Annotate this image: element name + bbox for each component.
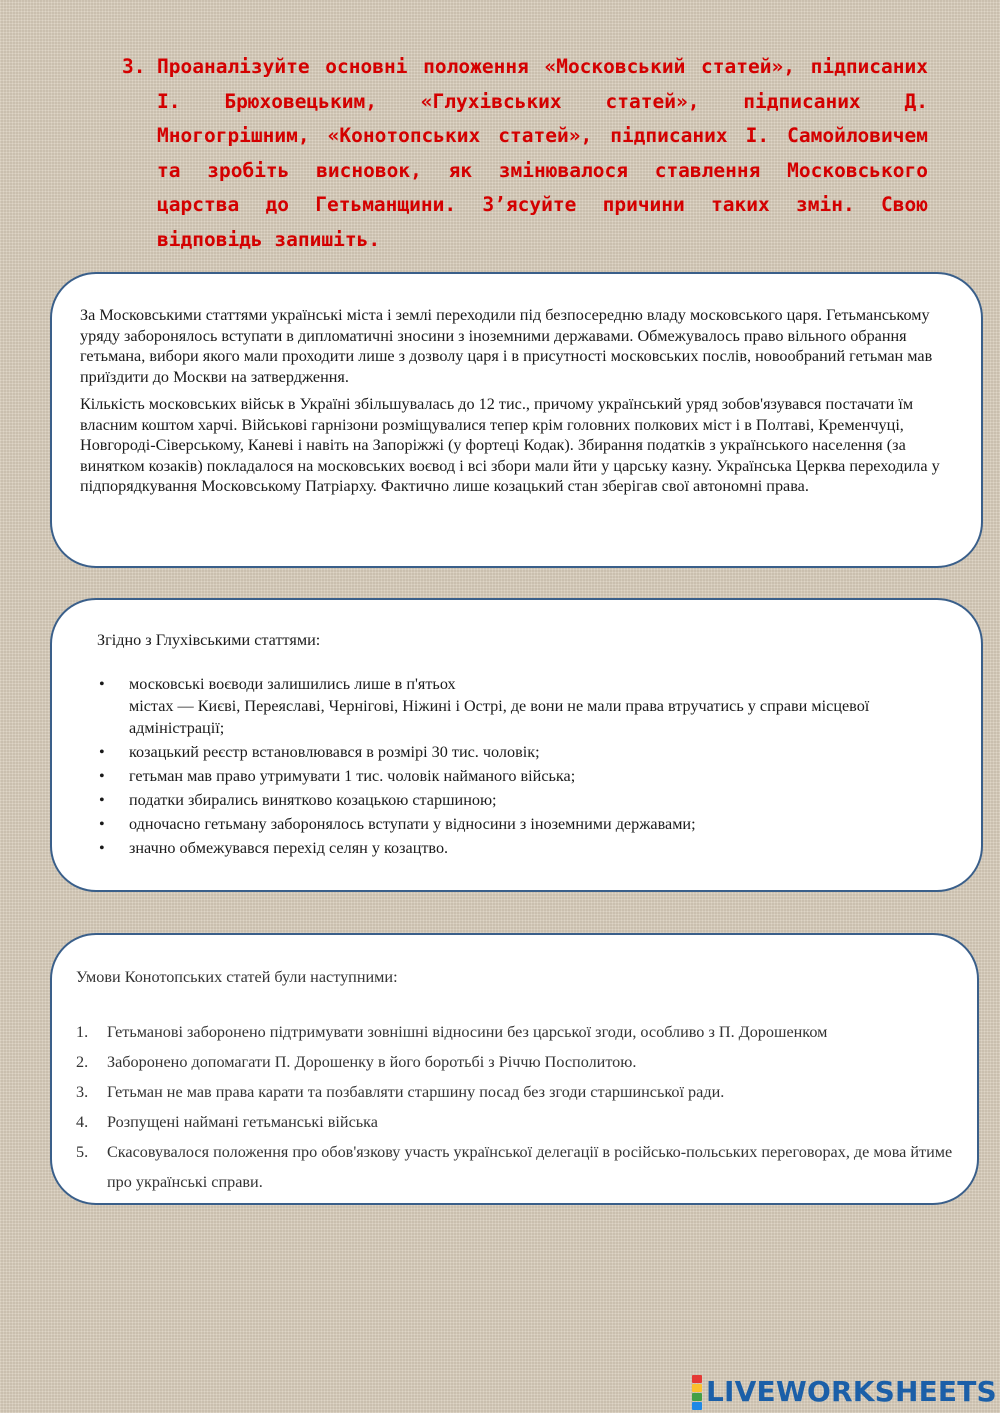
list-item — [97, 741, 961, 763]
list-item-text: Розпущені наймані гетьманські війська — [107, 1113, 378, 1131]
konotop-articles-box — [50, 933, 979, 1205]
list-item — [97, 789, 961, 811]
moscow-paragraph-2: Кількість московських військ в Україні збільшувалась до 12 тис., причому український уряд зобов'язувався постачати їм власним коштом харчі. Військові гарнізони розміщувалися тепер крім головних полкових міст і в Полтаві, Кременчуці, Новгороді-Сіверському, Каневі і навіть на Запоріжжі (у фортеці Кодак). Збирання податків з українського населення (за винятком козаків) покладалося на московських воєвод і всі збори мали йти у царську казну. Українська Церква переходила у підпорядкування Московському Патріарху. Фактично лише козацький стан зберігав свої автономні права. — [80, 395, 940, 495]
list-item — [76, 1077, 957, 1107]
list-item-text: Заборонено допомагати П. Дорошенку в його боротьбі з Річчю Посполитою. — [107, 1053, 637, 1071]
list-item-text: значно обмежувався перехід селян у козацтво. — [129, 839, 449, 857]
list-item — [76, 1107, 957, 1137]
list-item — [76, 1137, 957, 1197]
liveworksheets-logo-text: LIVEWORKSHEETS — [706, 1375, 997, 1408]
bullet-icon: • — [99, 815, 105, 833]
list-item-text: податки збирались винятково козацькою старшиною; — [129, 791, 497, 809]
list-item-text: Гетьман не мав права карати та позбавляти старшину посад без згоди старшинської ради. — [107, 1083, 725, 1101]
moscow-articles-box — [50, 272, 983, 568]
list-item — [97, 837, 961, 859]
konotop-heading: Умови Конотопських статей були наступними: — [76, 968, 398, 986]
task-number: 3. — [122, 55, 146, 78]
list-item — [76, 1047, 957, 1077]
list-item-text: одночасно гетьману заборонялось вступати у відносини з іноземними державами; — [129, 815, 696, 833]
list-item — [97, 673, 961, 739]
list-item — [76, 1017, 957, 1047]
task-text: Проаналізуйте основні положення «Московський статей», підписаних І. Брюховецьким, «Глухівських статей», підписаних Д. Многогрішним, «Конотопських статей», підписаних І. Самойловичем та зробіть висновок, як змінювалося ставлення Московського царства до Гетьманщини. З’ясуйте причини таких змін. Свою відповідь запишіть. — [157, 55, 928, 251]
list-item-text: гетьман мав право утримувати 1 тис. чоловік найманого війська; — [129, 767, 576, 785]
bullet-icon: • — [99, 675, 105, 693]
list-item — [97, 765, 961, 787]
konotop-list — [76, 1017, 957, 1197]
glukhiv-list — [97, 673, 961, 859]
liveworksheets-logo-icon — [692, 1375, 702, 1410]
task-question — [122, 50, 928, 258]
glukhiv-heading: Згідно з Глухівськими статтями: — [97, 631, 321, 649]
bullet-icon: • — [99, 743, 105, 761]
list-item — [97, 813, 961, 835]
logo-block-yellow — [692, 1384, 702, 1392]
glukhiv-articles-box — [50, 598, 983, 892]
logo-block-blue — [692, 1402, 702, 1410]
list-item-number: 5. — [76, 1143, 89, 1161]
list-item-text: Гетьманові заборонено підтримувати зовнішні відносини без царської згоди, особливо з П. Дорошенком — [107, 1023, 828, 1041]
list-item-number: 4. — [76, 1113, 89, 1131]
moscow-paragraph-1: За Московськими статтями українські міста і землі переходили під безпосередню владу московського царя. Гетьманському уряду заборонялось вступати в дипломатичні зносини з іноземними державами. Обмежувалось право вільного обрання гетьмана, вибори якого мали проходити лише з дозволу царя і в присутності московських послів, новообраний гетьман мав приїздити до Москви на затвердження. — [80, 306, 933, 386]
list-item-number: 3. — [76, 1083, 89, 1101]
list-item-text-continued: містах — Києві, Переяславі, Чернігові, Ніжині і Острі, де вони не мали права втручатись у справи місцевої адміністрації; — [129, 697, 870, 737]
bullet-icon: • — [99, 767, 105, 785]
logo-block-green — [692, 1393, 702, 1401]
bullet-icon: • — [99, 791, 105, 809]
list-item-text: московські воєводи залишились лише в п'ятьох — [129, 675, 456, 693]
list-item-text: козацький реєстр встановлювався в розмірі 30 тис. чоловік; — [129, 743, 540, 761]
liveworksheets-logo — [692, 1374, 997, 1410]
list-item-number: 1. — [76, 1023, 89, 1041]
list-item-number: 2. — [76, 1053, 89, 1071]
list-item-text: Скасовувалося положення про обов'язкову участь української делегації в російсько-польських переговорах, де мова йтиме про українські справи. — [107, 1143, 953, 1191]
bullet-icon: • — [99, 839, 105, 857]
logo-block-red — [692, 1375, 702, 1383]
